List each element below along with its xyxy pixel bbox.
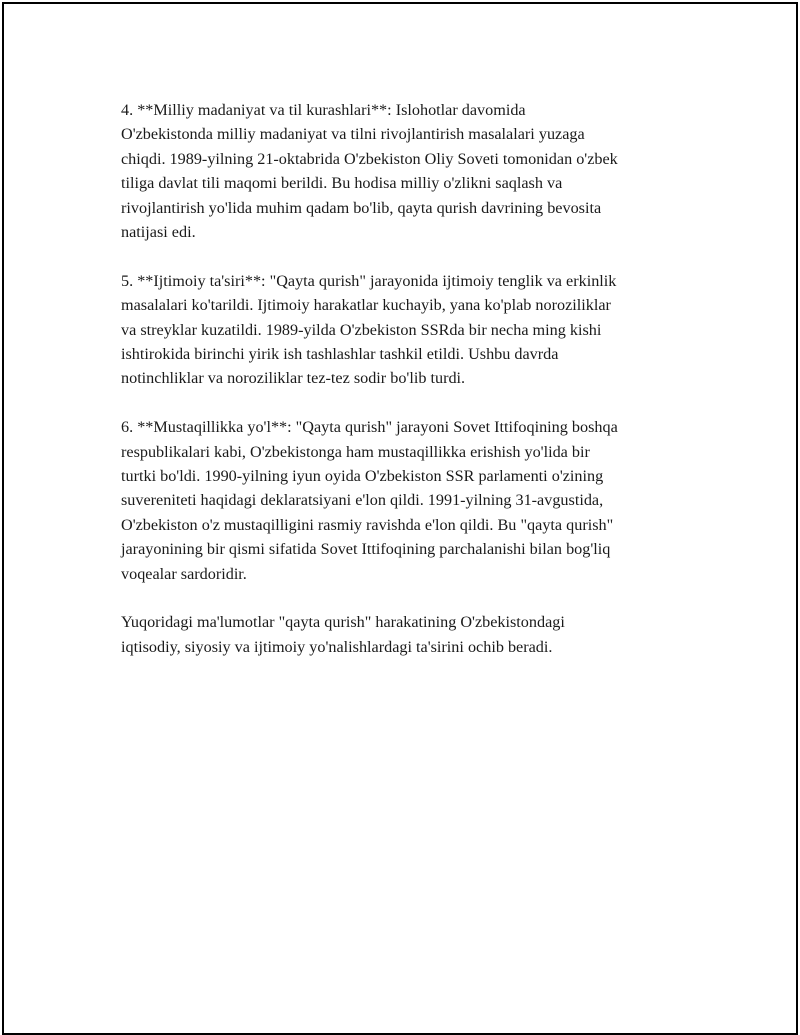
page-frame bbox=[2, 2, 798, 1035]
text-line: natijasi edi. bbox=[121, 223, 196, 242]
document-body bbox=[121, 98, 701, 684]
text-line: va streyklar kuzatildi. 1989-yilda O'zbekiston SSRda bir necha ming kishi bbox=[121, 320, 602, 339]
paragraph-culture-language bbox=[121, 98, 701, 244]
paragraph-conclusion bbox=[121, 610, 701, 659]
text-line: jarayonining bir qismi sifatida Sovet Ittifoqining parchalanishi bilan bog'liq bbox=[121, 540, 611, 559]
paragraph-social-impact bbox=[121, 269, 701, 391]
text-line: respublikalari kabi, O'zbekistonga ham mustaqillikka erishish yo'lida bir bbox=[121, 442, 590, 461]
text-line: turtki bo'ldi. 1990-yilning iyun oyida O'zbekiston SSR parlamenti o'zining bbox=[121, 467, 604, 486]
text-line: 4. **Milliy madaniyat va til kurashlari**: Islohotlar davomida bbox=[121, 101, 526, 119]
text-line: voqealar sardoridir. bbox=[121, 564, 247, 583]
text-line: O'zbekiston o'z mustaqilligini rasmiy ravishda e'lon qildi. Bu "qayta qurish" bbox=[121, 515, 614, 534]
text-line: Yuqoridagi ma'lumotlar "qayta qurish" harakatining O'zbekistondagi bbox=[121, 613, 565, 632]
text-line: suvereniteti haqidagi deklaratsiyani e'lon qildi. 1991-yilning 31-avgustida, bbox=[121, 491, 604, 510]
text-line: notinchliklar va noroziliklar tez-tez sodir bo'lib turdi. bbox=[121, 369, 466, 388]
paragraph-independence bbox=[121, 415, 701, 586]
text-line: 6. **Mustaqillikka yo'l**: "Qayta qurish" jarayoni Sovet Ittifoqining boshqa bbox=[121, 418, 618, 437]
text-line: chiqdi. 1989-yilning 21-oktabrida O'zbekiston Oliy Soveti tomonidan o'zbek bbox=[121, 149, 618, 168]
text-line: tiliga davlat tili maqomi berildi. Bu hodisa milliy o'zlikni saqlash va bbox=[121, 174, 563, 193]
text-line: rivojlantirish yo'lida muhim qadam bo'lib, qayta qurish davrining bevosita bbox=[121, 198, 602, 217]
text-line: O'zbekistonda milliy madaniyat va tilni rivojlantirish masalalari yuzaga bbox=[121, 125, 585, 144]
text-line: masalalari ko'tarildi. Ijtimoiy harakatlar kuchayib, yana ko'plab noroziliklar bbox=[121, 296, 611, 315]
text-line: 5. **Ijtimoiy ta'siri**: "Qayta qurish" jarayonida ijtimoiy tenglik va erkinlik bbox=[121, 271, 617, 290]
text-line: ishtirokida birinchi yirik ish tashlashlar tashkil etildi. Ushbu davrda bbox=[121, 345, 559, 364]
text-line: iqtisodiy, siyosiy va ijtimoiy yo'nalishlardagi ta'sirini ochib beradi. bbox=[121, 637, 553, 656]
